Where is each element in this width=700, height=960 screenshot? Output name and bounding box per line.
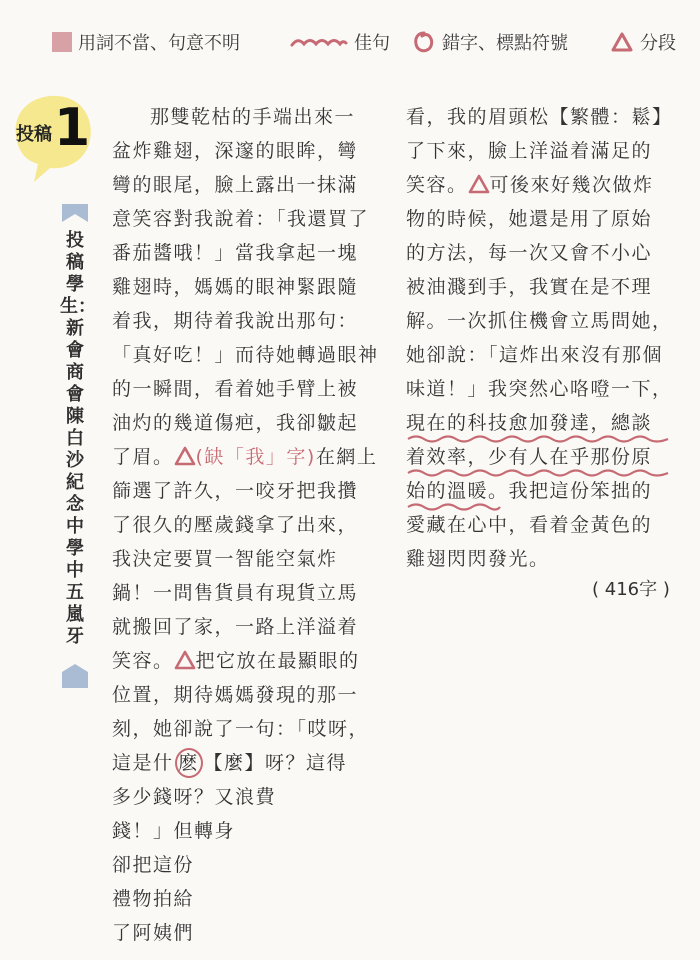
paragraph-triangle-icon [174,650,196,670]
text-line: 着效率，少有人在乎那份原 [406,446,653,468]
paragraph-triangle-icon [174,446,196,466]
text-line: 錢！」但轉身 [112,820,236,842]
correction-note: (缺「我」字) [195,446,316,468]
text-line: 彎的眼尾，臉上露出一抹滿 [112,174,359,196]
text-line: 了下來，臉上洋溢着滿足的 [406,140,653,162]
text-line: 「真好吃！」而待她轉過眼神 [112,344,379,366]
text-line: 油灼的幾道傷疤，我卻皺起 [112,412,359,434]
badge-label: 投稿 [16,124,52,145]
legend-typo [412,28,568,56]
legend-good-sentence-label: 佳句 [354,33,390,54]
essay-column-1 [112,100,382,960]
word-count: ( 416字 ) [592,579,670,600]
text-line: 她卻說：「這炸出來沒有那個 [406,344,664,366]
text-line: 味道！」我突然心咯噔一下， [406,378,673,400]
text-line: 篩選了許久，一咬牙把我攢 [112,480,359,502]
text-line [112,644,360,678]
text-segment: 笑容。 [406,174,468,196]
text-line: 禮物拍給 [112,888,195,910]
text-segment: 。我把這份笨拙的 [488,480,653,502]
text-line: 了很久的壓歲錢拿了出來， [112,514,359,536]
legend-wording-label: 用詞不當、句意不明 [78,33,240,54]
text-line [406,168,654,202]
pink-square-icon [52,32,72,52]
text-segment: 【麼】呀？這得 [203,752,348,774]
text-line: 盆炸雞翅，深邃的眼眸，彎 [112,140,359,162]
text-line: 鍋！一問售貨員有現貨立馬 [112,582,359,604]
text-line: 着我，期待着我說出那句： [112,310,359,332]
text-line [112,440,377,474]
essay-column-2 [406,100,696,580]
typo-circled-char: 麽 [175,748,203,778]
author-text: 投稿學生：新會商會陳白沙紀念中學 中五 嵐牙 [60,230,96,647]
text-line: 雞翅閃閃發光。 [406,548,550,570]
legend-wording [52,28,240,56]
text-segment: 在網上 [315,446,378,468]
text-line: 了阿姨們 [112,922,195,944]
text-line: 愛藏在心中，看着金黃色的 [406,514,653,536]
good-sentence-underline [406,501,502,511]
text-line: 刻，她卻說了一句：「哎呀， [112,718,370,740]
text-line: 的一瞬間，看着她手臂上被 [112,378,359,400]
submission-badge [8,90,94,186]
text-segment: 了眉。 [112,446,174,468]
text-line: 番茄醬哦！」當我拿起一塊 [112,242,359,264]
wavy-underline-icon [290,35,348,49]
legend-good-sentence [290,28,390,56]
text-line: 的方法，每一次又會不小心 [406,242,653,264]
text-segment: 把它放在最顯眼的 [195,650,360,672]
legend-paragraph [610,28,676,56]
text-line: 意笑容對我說着：「我還買了 [112,208,370,230]
text-line: 現在的科技愈加發達，總談 [406,412,653,434]
legend [52,28,700,58]
legend-typo-label: 錯字、標點符號 [442,33,568,54]
text-line [112,746,347,780]
text-line: 那雙乾枯的手端出來一 [150,106,356,128]
text-line: 看，我的眉頭松【繁體：鬆】 [406,106,673,128]
text-line: 卻把這份 [112,854,195,876]
text-line: 雞翅時，媽媽的眼神緊跟隨 [112,276,359,298]
text-segment: 可後來好幾次做炸 [489,174,654,196]
text-line: 物的時候，她還是用了原始 [406,208,653,230]
legend-paragraph-label: 分段 [640,33,676,54]
text-line: 位置，期待媽媽發現的那一 [112,684,359,706]
text-segment: 笑容。 [112,650,174,672]
text-line: 就搬回了家，一路上洋溢着 [112,616,359,638]
text-segment: 這是什 [112,752,174,774]
author-label [58,202,96,690]
text-line: 解。一次抓住機會立馬問她， [406,310,673,332]
text-segment: 始的溫暖 [406,480,489,502]
text-line: 多少錢呀？又浪費 [112,786,277,808]
badge-number: 1 [54,98,91,158]
triangle-icon [610,31,634,53]
paragraph-triangle-icon [468,174,490,194]
text-line: 我決定要買一智能空氣炸 [112,548,338,570]
circle-mark-icon [412,30,436,54]
good-sentence-underline [406,467,670,477]
text-line: 被油濺到手，我實在是不理 [406,276,653,298]
good-sentence-underline [406,433,670,443]
